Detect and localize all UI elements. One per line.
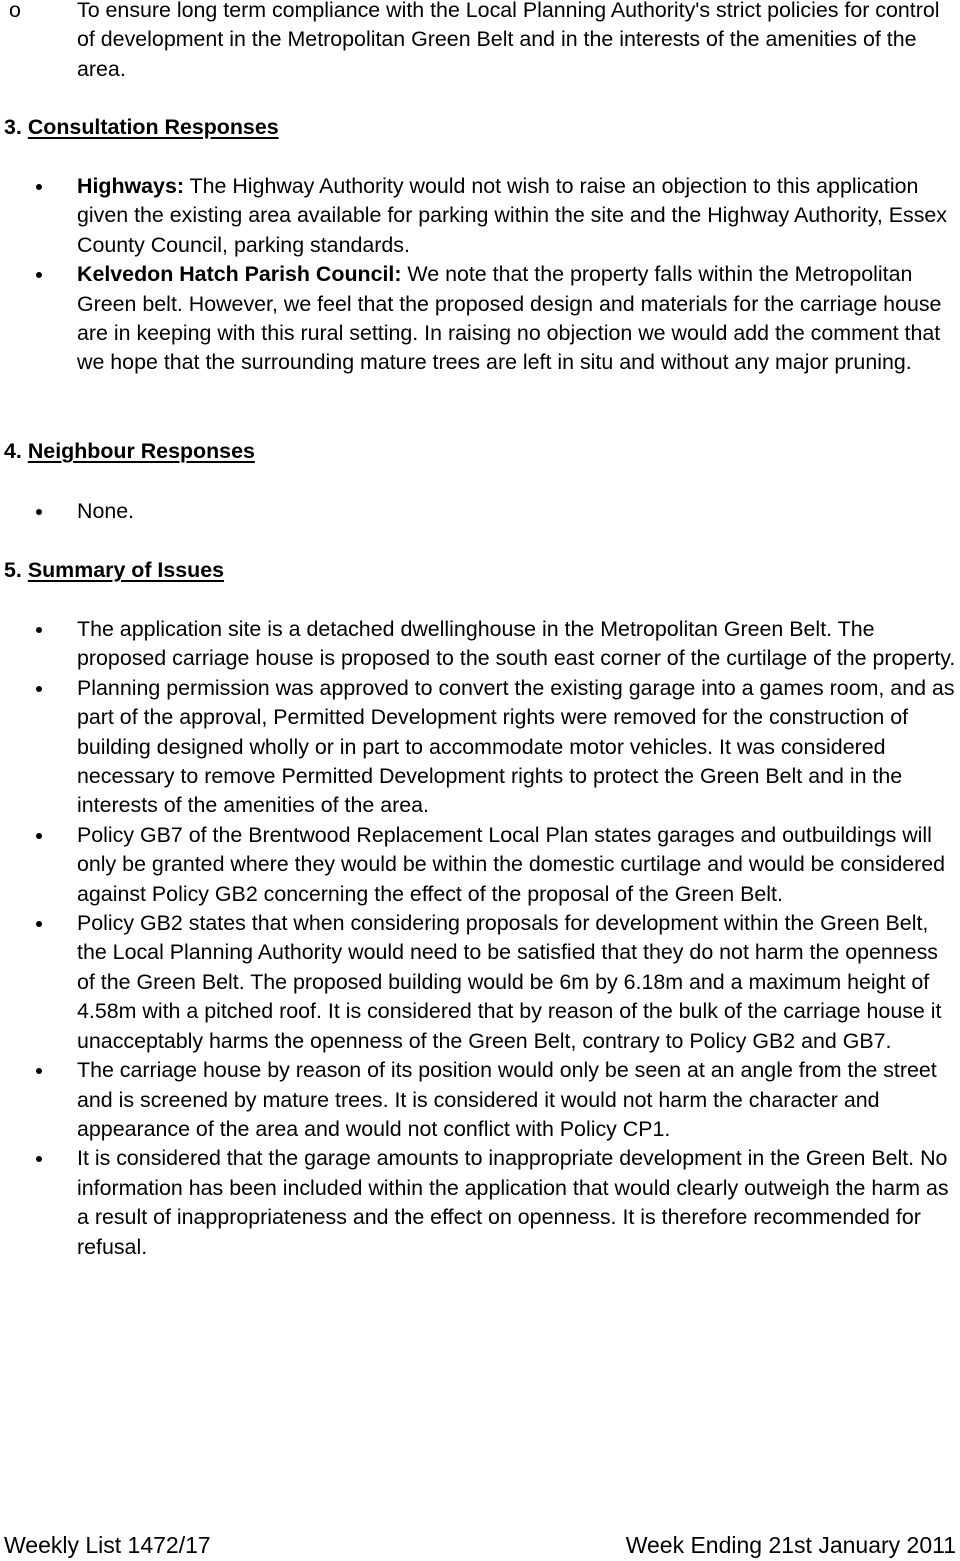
- list-item: [0, 909, 960, 1056]
- bullet-icon: [36, 184, 42, 190]
- list-item: [0, 1144, 960, 1262]
- section-3-number: 3.: [4, 115, 22, 139]
- section-5-number: 5.: [4, 558, 22, 582]
- issue-text: The carriage house by reason of its position would only be seen at an angle from the street and is screened by mature trees. It is considered it would not harm the character and appearance of the area and would not conflict with Policy CP1.: [77, 1058, 937, 1141]
- section-4-heading: [4, 437, 255, 466]
- neighbour-response: None.: [77, 499, 135, 523]
- list-item: [0, 1056, 960, 1144]
- consultee-response: We note that the property falls within the Metropolitan Green belt. However, we feel that the proposed design and materials for the carriage house are in keeping with this rural setting. In raising no objection we would add the comment that we hope that the surrounding mature trees are left in situ and without any major pruning.: [77, 262, 942, 375]
- issue-text: Policy GB7 of the Brentwood Replacement Local Plan states garages and outbuildings will only be granted where they would be within the domestic curtilage and would be considered against Policy GB2 concerning the effect of the proposal of the Green Belt.: [77, 822, 946, 906]
- sub-bullet-marker: o: [9, 0, 21, 22]
- bullet-icon: [36, 686, 42, 692]
- section-4-title: Neighbour Responses: [27, 439, 255, 463]
- footer-week-ending: Week Ending 21st January 2011: [625, 1532, 956, 1558]
- consultation-responses-list: [0, 172, 960, 378]
- footer-weekly-list: Weekly List 1472/17: [4, 1532, 211, 1558]
- section-5-heading: [4, 556, 224, 585]
- bullet-icon: [36, 627, 42, 633]
- list-item: [0, 172, 960, 260]
- list-item: [0, 615, 960, 674]
- section-3-title: Consultation Responses: [27, 115, 279, 139]
- bullet-icon: [36, 833, 42, 839]
- list-item: [0, 260, 960, 378]
- bullet-icon: [36, 921, 42, 927]
- bullet-icon: [36, 1156, 42, 1162]
- neighbour-responses-list: [0, 497, 960, 526]
- list-item: [0, 674, 960, 821]
- bullet-icon: [36, 1068, 42, 1074]
- issue-text: It is considered that the garage amounts to inappropriate development in the Green Belt. No information has been included within the application that would clearly outweigh the harm as a result of inappropriateness and the effect on openness. It is therefore recommended for refusal.: [77, 1146, 949, 1259]
- bullet-icon: [36, 509, 42, 515]
- issue-text: The application site is a detached dwellinghouse in the Metropolitan Green Belt. The proposed carriage house is proposed to the south east corner of the curtilage of the property.: [77, 617, 956, 671]
- consultee-response: The Highway Authority would not wish to raise an objection to this application given the existing area available for parking within the site and the Highway Authority, Essex County Council, parking standards.: [77, 174, 947, 257]
- list-item: [0, 497, 960, 526]
- bullet-icon: [36, 272, 42, 278]
- list-item: [0, 821, 960, 909]
- section-4-number: 4.: [4, 439, 22, 463]
- section-3-heading: [4, 113, 279, 142]
- summary-of-issues-list: [0, 615, 960, 1262]
- issue-text: Planning permission was approved to convert the existing garage into a games room, and as part of the approval, Permitted Development rights were removed for the construction of building designed wholly or in part to accommodate motor vehicles. It was considered necessary to remove Permitted Development rights to protect the Green Belt and in the interests of the amenities of the area.: [77, 675, 955, 818]
- consultee-label: Highways:: [77, 174, 184, 198]
- section-5-title: Summary of Issues: [27, 558, 225, 582]
- issue-text: Policy GB2 states that when considering proposals for development within the Green Belt, the Local Planning Authority would need to be satisfied that they do not harm the openness of the Green Belt. The proposed building would be 6m by 6.18m and a maximum height of 4.58m with a pitched roof. It is considered that by reason of the bulk of the carriage house it unacceptably harms the openness of the Green Belt, contrary to Policy GB2 and GB7.: [77, 911, 942, 1053]
- consultee-label: Kelvedon Hatch Parish Council:: [77, 262, 402, 287]
- intro-sub-bullet-text: To ensure long term compliance with the Local Planning Authority's strict policies for control of development in the Metropolitan Green Belt and in the interests of the amenities of the area.: [77, 0, 940, 81]
